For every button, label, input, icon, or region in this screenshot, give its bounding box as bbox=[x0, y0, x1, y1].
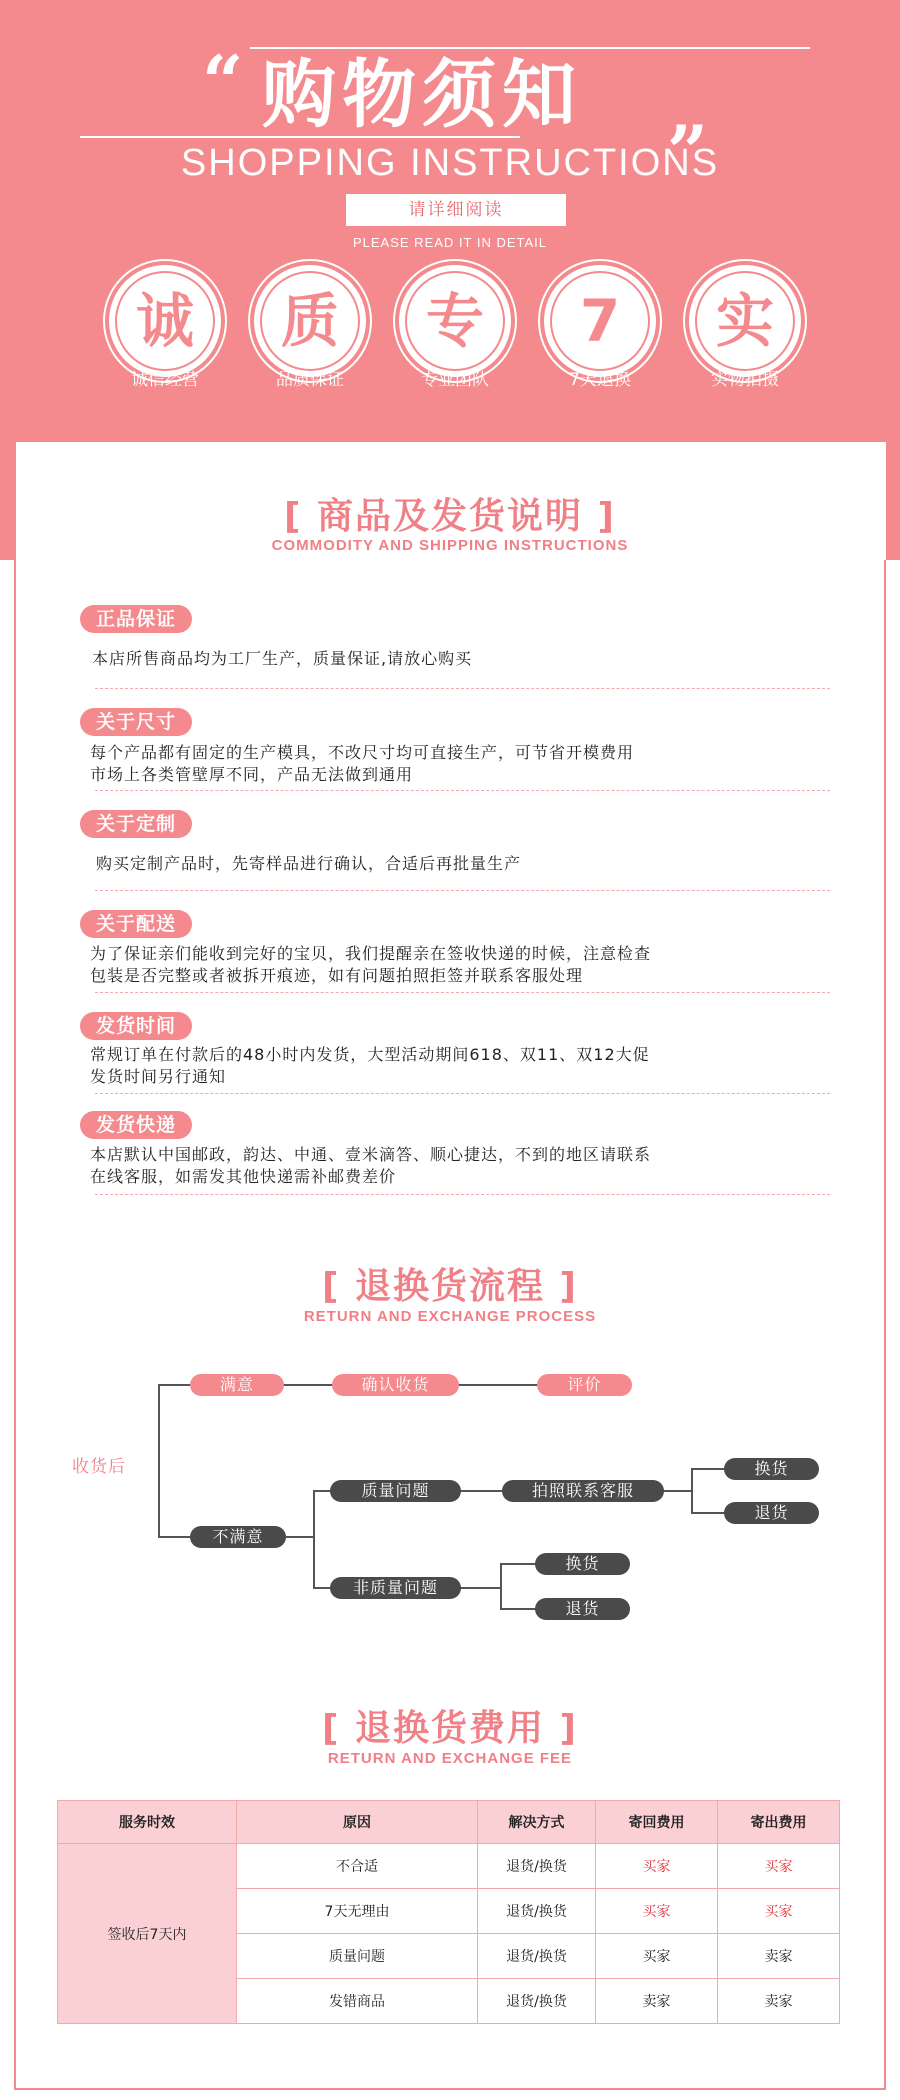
read-notice-en: PLEASE READ IT IN DETAIL bbox=[352, 235, 547, 250]
item-text-genuine: 本店所售商品均为工厂生产，质量保证,请放心购买 bbox=[92, 649, 473, 668]
period-cell: 签收后7天内 bbox=[58, 1844, 237, 2024]
return-fee-cell: 买家 bbox=[596, 1844, 718, 1889]
badge-return-label: 7天退换 bbox=[569, 370, 631, 390]
flow-line bbox=[158, 1536, 190, 1538]
divider bbox=[95, 1093, 830, 1094]
send-fee-cell: 卖家 bbox=[718, 1979, 840, 2024]
flow-node-return: 退货 bbox=[535, 1598, 630, 1620]
divider bbox=[95, 992, 830, 993]
flow-line bbox=[158, 1384, 160, 1537]
flow-line bbox=[459, 1490, 504, 1492]
fee-section-title: [ 退换货费用 ] bbox=[322, 1708, 578, 1749]
divider bbox=[95, 688, 830, 689]
flow-node-review: 评价 bbox=[537, 1374, 632, 1396]
flow-line bbox=[158, 1384, 193, 1386]
item-label-genuine: 正品保证 bbox=[80, 605, 192, 633]
flow-line bbox=[500, 1563, 502, 1609]
item-label-ship-time: 发货时间 bbox=[80, 1012, 192, 1040]
table-header-row bbox=[58, 1801, 840, 1844]
item-label-courier: 发货快递 bbox=[80, 1111, 192, 1139]
reason-cell: 7天无理由 bbox=[237, 1889, 478, 1934]
item-label-custom: 关于定制 bbox=[80, 810, 192, 838]
flow-node-quality-issue: 质量问题 bbox=[330, 1480, 461, 1502]
flow-line bbox=[691, 1468, 693, 1513]
divider bbox=[95, 890, 830, 891]
badge-team bbox=[399, 265, 511, 377]
table-header: 寄回费用 bbox=[596, 1801, 718, 1844]
flow-line bbox=[458, 1384, 538, 1386]
solution-cell: 退货/换货 bbox=[478, 1844, 596, 1889]
flow-line bbox=[691, 1468, 725, 1470]
flow-root: 收货后 bbox=[72, 1457, 126, 1477]
send-fee-cell: 买家 bbox=[718, 1844, 840, 1889]
badge-photo bbox=[689, 265, 801, 377]
process-section-subtitle: RETURN AND EXCHANGE PROCESS bbox=[303, 1308, 597, 1325]
flow-line bbox=[313, 1490, 331, 1492]
flow-line bbox=[691, 1512, 725, 1514]
reason-cell: 质量问题 bbox=[237, 1934, 478, 1979]
item-label-size: 关于尺寸 bbox=[80, 708, 192, 736]
flow-node-unsatisfied: 不满意 bbox=[190, 1526, 286, 1548]
return-fee-cell: 卖家 bbox=[596, 1979, 718, 2024]
commodity-section-subtitle: COMMODITY AND SHIPPING INSTRUCTIONS bbox=[271, 537, 629, 554]
table-header: 寄出费用 bbox=[718, 1801, 840, 1844]
solution-cell: 退货/换货 bbox=[478, 1889, 596, 1934]
fee-section-subtitle: RETURN AND EXCHANGE FEE bbox=[327, 1750, 573, 1767]
read-notice: 请详细阅读 bbox=[346, 194, 566, 226]
badge-team-label: 专业团队 bbox=[421, 370, 489, 390]
flow-node-exchange: 换货 bbox=[535, 1553, 630, 1575]
frame-border bbox=[14, 2088, 886, 2090]
item-label-delivery: 关于配送 bbox=[80, 910, 192, 938]
table-header: 解决方式 bbox=[478, 1801, 596, 1844]
reason-cell: 发错商品 bbox=[237, 1979, 478, 2024]
page-title: 购物须知 bbox=[262, 52, 582, 138]
flow-node-confirm: 确认收货 bbox=[332, 1374, 459, 1396]
flow-line bbox=[286, 1536, 314, 1538]
table-header: 服务时效 bbox=[58, 1801, 237, 1844]
divider bbox=[95, 1194, 830, 1195]
badge-return bbox=[544, 265, 656, 377]
solution-cell: 退货/换货 bbox=[478, 1979, 596, 2024]
flow-node-non-quality-issue: 非质量问题 bbox=[330, 1577, 461, 1599]
item-text-ship-time: 常规订单在付款后的48小时内发货，大型活动期间618、双11、双12大促 发货时间另行通知 bbox=[90, 1045, 650, 1086]
badge-quality bbox=[254, 265, 366, 377]
flow-line bbox=[460, 1587, 500, 1589]
flow-node-exchange: 换货 bbox=[724, 1458, 819, 1480]
badge-integrity-char: 诚 bbox=[115, 271, 215, 371]
solution-cell: 退货/换货 bbox=[478, 1934, 596, 1979]
badge-integrity-label: 诚信经营 bbox=[131, 370, 199, 390]
item-text-size: 每个产品都有固定的生产模具，不改尺寸均可直接生产，可节省开模费用 市场上各类管壁厚不同，产品无法做到通用 bbox=[90, 743, 635, 784]
process-section-title: [ 退换货流程 ] bbox=[322, 1266, 578, 1307]
commodity-section-title: [ 商品及发货说明 ] bbox=[284, 496, 616, 537]
page-subtitle-en: SHOPPING INSTRUCTIONS bbox=[180, 142, 720, 184]
return-fee-cell: 买家 bbox=[596, 1889, 718, 1934]
badge-return-char: 7 bbox=[550, 271, 650, 371]
flow-node-photo-contact: 拍照联系客服 bbox=[502, 1480, 664, 1502]
flow-node-satisfied: 满意 bbox=[190, 1374, 284, 1396]
send-fee-cell: 买家 bbox=[718, 1889, 840, 1934]
badge-quality-label: 品质保证 bbox=[276, 370, 344, 390]
return-fee-cell: 买家 bbox=[596, 1934, 718, 1979]
divider bbox=[95, 790, 830, 791]
table-row bbox=[58, 1844, 840, 1889]
item-text-courier: 本店默认中国邮政，韵达、中通、壹米滴答、顺心捷达，不到的地区请联系 在线客服，如需发其他快递需补邮费差价 bbox=[90, 1145, 652, 1186]
badge-photo-char: 实 bbox=[695, 271, 795, 371]
quote-open: “ bbox=[202, 39, 244, 124]
reason-cell: 不合适 bbox=[237, 1844, 478, 1889]
flow-line bbox=[662, 1490, 692, 1492]
quote-close: „ bbox=[668, 68, 710, 153]
badge-photo-label: 实物拍摄 bbox=[711, 370, 779, 390]
flow-node-return: 退货 bbox=[724, 1502, 819, 1524]
fee-table bbox=[57, 1800, 840, 2024]
table-header: 原因 bbox=[237, 1801, 478, 1844]
badge-team-char: 专 bbox=[405, 271, 505, 371]
header-line-top bbox=[250, 47, 810, 49]
flow-line bbox=[313, 1587, 331, 1589]
frame-border bbox=[884, 560, 886, 2090]
item-text-delivery: 为了保证亲们能收到完好的宝贝，我们提醒亲在签收快递的时候，注意检查 包装是否完整或者被拆开痕迹，如有问题拍照拒签并联系客服处理 bbox=[90, 944, 652, 985]
flow-line bbox=[500, 1608, 536, 1610]
flow-line bbox=[500, 1563, 536, 1565]
send-fee-cell: 卖家 bbox=[718, 1934, 840, 1979]
item-text-custom: 购买定制产品时，先寄样品进行确认，合适后再批量生产 bbox=[96, 854, 522, 873]
flow-line bbox=[283, 1384, 333, 1386]
badge-quality-char: 质 bbox=[260, 271, 360, 371]
flow-line bbox=[313, 1490, 315, 1588]
badge-integrity bbox=[109, 265, 221, 377]
